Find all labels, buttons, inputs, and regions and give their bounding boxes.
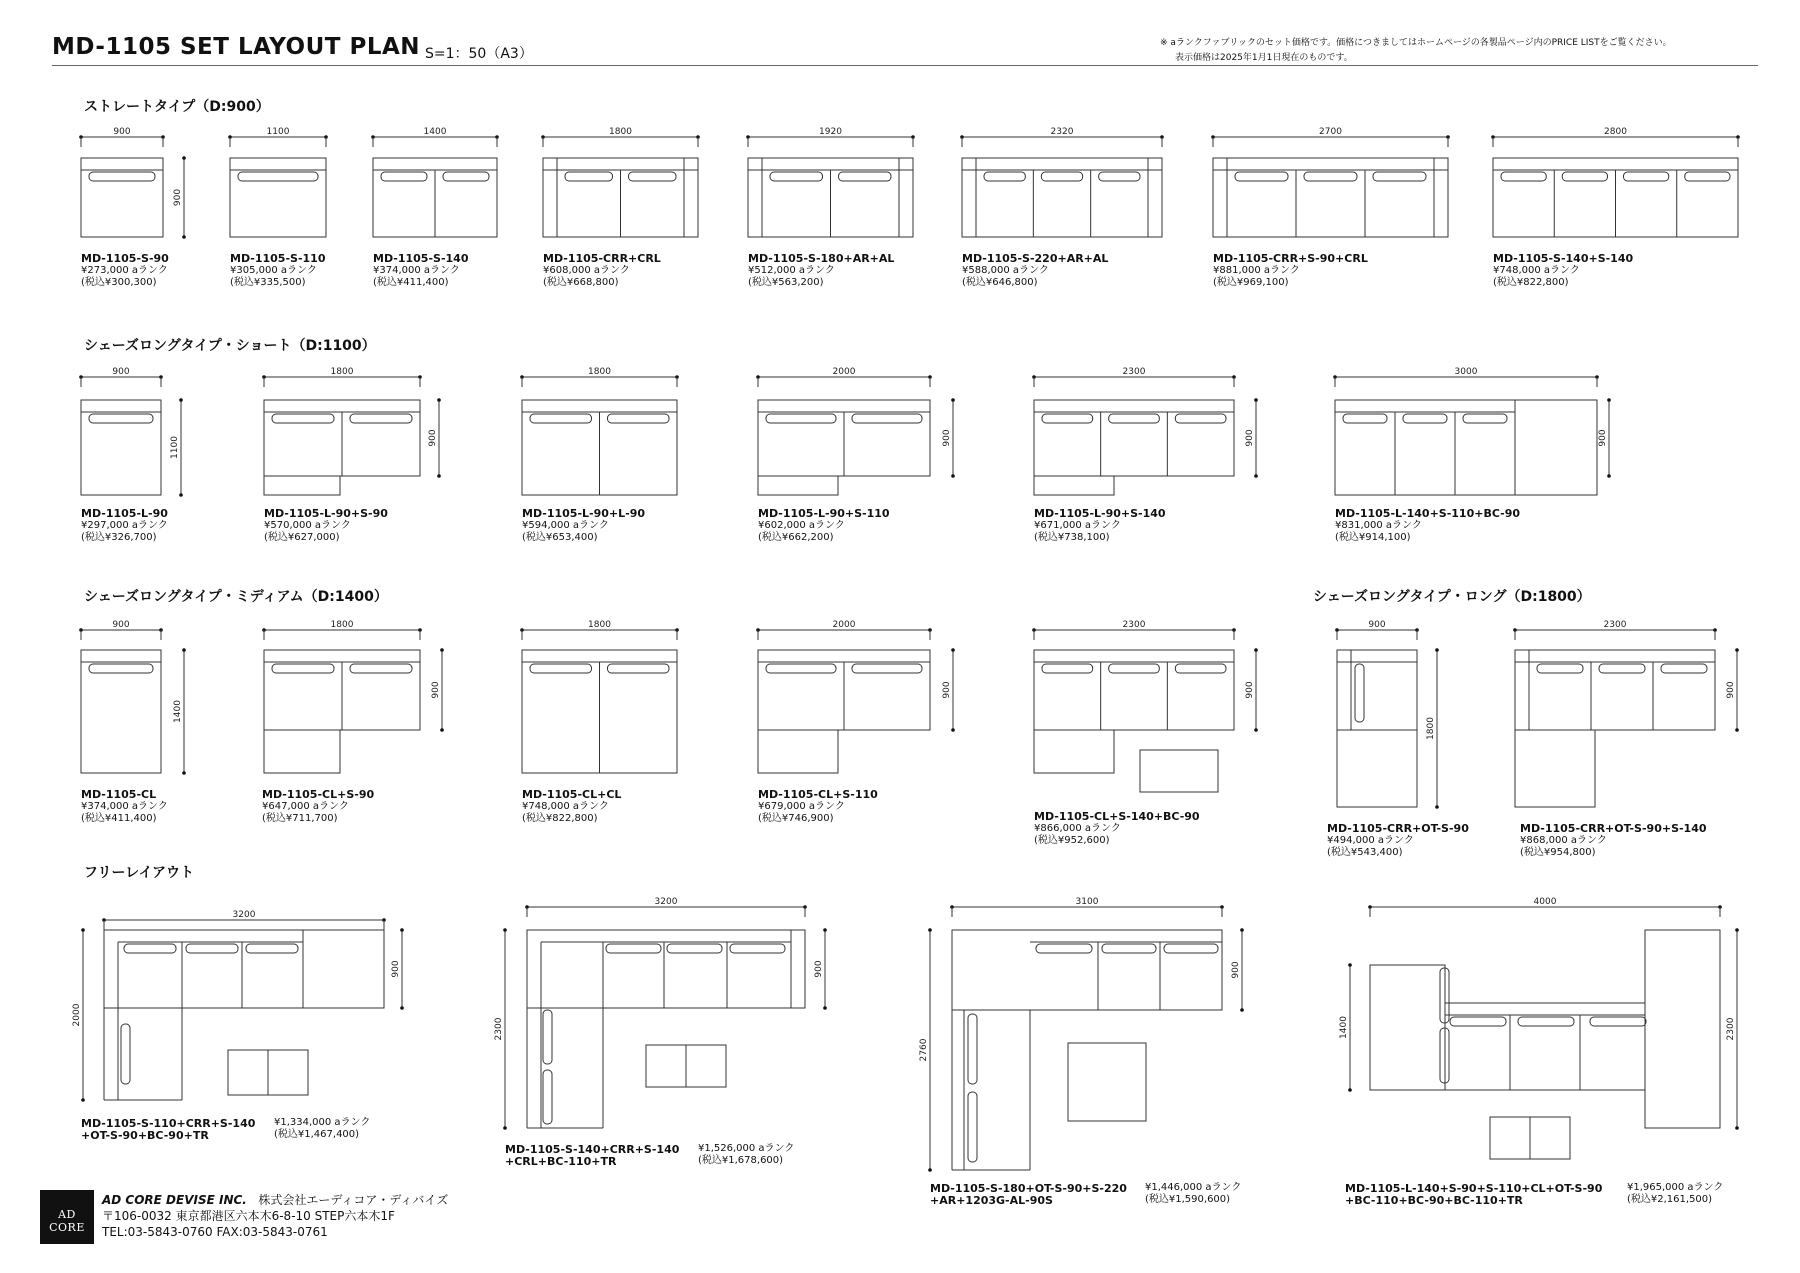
product-name: MD-1105-L-140+S-110+BC-90 — [1335, 507, 1521, 520]
depth-dimension-label: 900 — [391, 960, 401, 978]
side-cushion — [968, 1092, 977, 1162]
price-note: ※ aランクファブリックのセット価格です。価格につきましてはホームページの各製品ページ内のPRICE LISTをご覧ください。 — [1160, 38, 1672, 48]
back-cushion — [1042, 664, 1093, 673]
product-name: MD-1105-S-140 — [373, 252, 469, 265]
width-dimension-label: 1800 — [588, 620, 611, 630]
product-label — [543, 252, 661, 289]
section-chaise-long: シェーズロングタイプ・ロング（D:1800） — [1313, 589, 1591, 605]
product-name: MD-1105-S-140+S-140 — [1493, 252, 1634, 265]
back-cushion — [984, 172, 1025, 181]
product-price: ¥374,000 aランク — [373, 265, 460, 276]
company-block — [102, 1192, 448, 1240]
depth-dimension-label: 1400 — [1339, 1016, 1349, 1039]
depth-dimension-label: 900 — [942, 681, 952, 699]
back-cushion — [272, 664, 334, 673]
product-name: MD-1105-CL+S-90 — [262, 788, 375, 801]
product-price-tax: (税込¥411,400) — [373, 277, 449, 288]
back-cushion — [1450, 1017, 1506, 1026]
product-price: ¥671,000 aランク — [1034, 520, 1121, 531]
back-cushion — [89, 664, 153, 673]
product-price-tax: (税込¥969,100) — [1213, 277, 1289, 288]
width-dimension-label: 1400 — [423, 127, 447, 137]
back-cushion — [530, 414, 592, 423]
product-price-tax: (税込¥711,700) — [262, 813, 338, 824]
back-cushion — [1304, 172, 1357, 181]
depth-dimension-label: 900 — [431, 681, 441, 699]
product-name-line-1: MD-1105-S-110+CRR+S-140 — [81, 1117, 256, 1130]
product-price-tax: (税込¥563,200) — [748, 277, 824, 288]
back-cushion — [246, 944, 298, 953]
dimension-tick — [1348, 963, 1352, 967]
width-dimension-label: 900 — [112, 620, 130, 630]
depth-dimension-label: 2760 — [919, 1038, 929, 1062]
width-dimension-label: 1800 — [330, 620, 354, 630]
product-price: ¥305,000 aランク — [230, 265, 317, 276]
product-price-tax: (税込¥662,200) — [758, 532, 834, 543]
product-price-tax: (税込¥300,300) — [81, 277, 157, 288]
product-price: ¥570,000 aランク — [264, 520, 351, 531]
chaise-extension — [264, 476, 340, 495]
product-name: MD-1105-CL+S-110 — [758, 788, 878, 801]
product-name: MD-1105-CRR+S-90+CRL — [1213, 252, 1368, 265]
product-price-tax: (税込¥2,161,500) — [1627, 1194, 1713, 1205]
section-straight: ストレートタイプ（D:900） — [84, 99, 270, 115]
product-price-tax: (税込¥738,100) — [1034, 532, 1110, 543]
product-name: MD-1105-CRR+CRL — [543, 252, 661, 265]
width-dimension-label: 3200 — [654, 897, 678, 907]
back-cushion — [530, 664, 592, 673]
width-dimension-label: 2300 — [1603, 620, 1627, 630]
back-cushion — [730, 944, 785, 953]
product-price: ¥588,000 aランク — [962, 265, 1049, 276]
depth-dimension-label: 900 — [942, 429, 952, 447]
depth-dimension-label: 2000 — [72, 1003, 82, 1027]
sofa-outline — [1445, 1003, 1645, 1090]
product-price: ¥512,000 aランク — [748, 265, 835, 276]
section-chaise-medium: シェーズロングタイプ・ミディアム（D:1400） — [84, 589, 388, 605]
back-cushion — [608, 414, 670, 423]
product-price-tax: (税込¥646,800) — [962, 277, 1038, 288]
product-price-tax: (税込¥335,500) — [230, 277, 306, 288]
back-cushion — [1562, 172, 1607, 181]
product-label — [522, 788, 621, 825]
back-cushion — [1463, 414, 1507, 423]
product-name: MD-1105-CL+CL — [522, 788, 622, 801]
dimension-tick — [1254, 398, 1258, 402]
back-cushion — [1036, 944, 1092, 953]
back-cushion — [1109, 414, 1160, 423]
table — [1530, 1117, 1570, 1159]
product-label — [758, 507, 890, 544]
dimension-tick — [503, 1126, 507, 1130]
dimension-tick — [400, 1006, 404, 1010]
back-cushion — [1685, 172, 1730, 181]
width-dimension-label: 2000 — [832, 367, 856, 377]
back-cushion — [839, 172, 892, 181]
product-price-tax: (税込¥1,590,600) — [1145, 1194, 1231, 1205]
sofa-outline — [1034, 400, 1234, 476]
depth-dimension-label: 1800 — [1426, 717, 1436, 740]
product-name: MD-1105-CRR+OT-S-90 — [1327, 822, 1469, 835]
back-cushion — [1599, 664, 1645, 673]
back-cushion — [1175, 414, 1226, 423]
product-name-line-1: MD-1105-L-140+S-90+S-110+CL+OT-S-90 — [1345, 1182, 1603, 1195]
dimension-tick — [1735, 1126, 1739, 1130]
product-label — [230, 252, 325, 289]
back-cushion — [1042, 414, 1093, 423]
product-name-line-2: +BC-110+BC-90+BC-110+TR — [1345, 1194, 1523, 1207]
dimension-tick — [1240, 928, 1244, 932]
product-price: ¥602,000 aランク — [758, 520, 845, 531]
company-address: 〒106-0032 東京都港区六本木6-8-10 STEP六本木1F — [102, 1209, 395, 1223]
back-cushion — [124, 944, 176, 953]
dimension-tick — [182, 156, 186, 160]
back-cushion — [629, 172, 677, 181]
back-cushion — [381, 172, 427, 181]
depth-dimension-label: 2300 — [1726, 1017, 1736, 1041]
product-name: MD-1105-CRR+OT-S-90+S-140 — [1520, 822, 1707, 835]
company-name-jp: 株式会社エーディコア・ディバイズ — [258, 1193, 449, 1207]
product-price-tax: (税込¥627,000) — [264, 532, 340, 543]
dimension-tick — [437, 474, 441, 478]
product-name: MD-1105-L-90+S-110 — [758, 507, 890, 520]
product-name-line-2: +AR+1203G-AL-90S — [930, 1194, 1053, 1207]
product-name: MD-1105-S-220+AR+AL — [962, 252, 1109, 265]
dimension-tick — [1254, 648, 1258, 652]
back-cushion — [852, 414, 922, 423]
width-dimension-label: 2700 — [1319, 127, 1342, 137]
table — [1068, 1043, 1146, 1121]
product-price-tax: (税込¥822,800) — [1493, 277, 1569, 288]
product-price: ¥1,526,000 aランク — [698, 1143, 795, 1154]
product-name: MD-1105-L-90+S-140 — [1034, 507, 1166, 520]
chaise-extension — [1034, 730, 1114, 773]
back-cushion — [1235, 172, 1288, 181]
product-name: MD-1105-CL+S-140+BC-90 — [1034, 810, 1200, 823]
back-cushion — [1518, 1017, 1574, 1026]
product-price: ¥1,446,000 aランク — [1145, 1182, 1242, 1193]
chaise-extension — [758, 730, 838, 773]
product-price: ¥748,000 aランク — [522, 801, 609, 812]
dimension-tick — [179, 493, 183, 497]
dimension-tick — [437, 398, 441, 402]
dimension-tick — [440, 648, 444, 652]
product-label — [748, 252, 894, 289]
product-label — [758, 788, 878, 825]
product-price-tax: (税込¥1,467,400) — [274, 1129, 360, 1140]
dimension-tick — [928, 928, 932, 932]
back-cushion — [766, 664, 836, 673]
product-price: ¥494,000 aランク — [1327, 835, 1414, 846]
product-label — [1335, 507, 1520, 544]
product-price: ¥866,000 aランク — [1034, 823, 1121, 834]
product-name-line-1: MD-1105-S-140+CRR+S-140 — [505, 1143, 680, 1156]
product-price-tax: (税込¥822,800) — [522, 813, 598, 824]
product-label — [1493, 252, 1633, 289]
dimension-tick — [1607, 474, 1611, 478]
back-cushion — [89, 172, 155, 181]
side-cushion — [968, 1014, 977, 1084]
product-label — [264, 507, 388, 544]
product-name: MD-1105-L-90 — [81, 507, 168, 520]
page-title: MD-1105 SET LAYOUT PLAN — [52, 34, 421, 60]
depth-dimension-label: 900 — [1726, 681, 1736, 699]
dimension-tick — [1435, 648, 1439, 652]
back-cushion — [89, 414, 153, 423]
depth-dimension-label: 1400 — [173, 700, 183, 723]
depth-dimension-label: 900 — [814, 960, 824, 978]
date-note: 表示価格は2025年1月1日現在のものです。 — [1175, 53, 1353, 63]
back-cushion — [1041, 172, 1082, 181]
depth-dimension-label: 900 — [1245, 681, 1255, 699]
product-label — [522, 507, 645, 544]
width-dimension-label: 1800 — [609, 127, 632, 137]
product-price-tax: (税込¥411,400) — [81, 813, 157, 824]
product-price-tax: (税込¥952,600) — [1034, 835, 1110, 846]
dimension-tick — [1348, 1088, 1352, 1092]
back-cushion — [1099, 172, 1140, 181]
dimension-tick — [1254, 728, 1258, 732]
product-price: ¥868,000 aランク — [1520, 835, 1607, 846]
product-label — [81, 507, 168, 544]
corner-unit — [1515, 400, 1597, 495]
product-name: MD-1105-CL — [81, 788, 157, 801]
depth-dimension-label: 1100 — [170, 436, 180, 459]
dimension-tick — [951, 648, 955, 652]
dimension-tick — [1735, 648, 1739, 652]
width-dimension-label: 3100 — [1075, 897, 1099, 907]
dimension-tick — [1240, 1008, 1244, 1012]
width-dimension-label: 2300 — [1122, 367, 1146, 377]
company-logo: AD CORE — [40, 1190, 94, 1244]
section-free-layout: フリーレイアウト — [84, 865, 195, 881]
back-cushion — [350, 664, 412, 673]
dimension-tick — [951, 474, 955, 478]
product-name: MD-1105-L-90+L-90 — [522, 507, 646, 520]
product-price-tax: (税込¥543,400) — [1327, 847, 1403, 858]
width-dimension-label: 3200 — [232, 910, 256, 920]
dimension-tick — [182, 648, 186, 652]
width-dimension-label: 4000 — [1533, 897, 1557, 907]
depth-dimension-label: 900 — [1245, 429, 1255, 447]
back-cushion — [852, 664, 922, 673]
width-dimension-label: 900 — [112, 367, 130, 377]
product-price-tax: (税込¥653,400) — [522, 532, 598, 543]
product-name: MD-1105-L-90+S-90 — [264, 507, 388, 520]
dimension-tick — [1735, 728, 1739, 732]
back-cushion — [766, 414, 836, 423]
back-cushion — [606, 944, 661, 953]
dimension-tick — [1607, 398, 1611, 402]
depth-dimension-label: 900 — [173, 188, 183, 207]
back-cushion — [1661, 664, 1707, 673]
product-price: ¥1,965,000 aランク — [1627, 1182, 1724, 1193]
dimension-tick — [951, 728, 955, 732]
back-cushion — [1590, 1017, 1646, 1026]
dimension-tick — [503, 928, 507, 932]
product-label — [1213, 252, 1368, 289]
product-name-line-2: +CRL+BC-110+TR — [505, 1155, 617, 1168]
side-unit — [1370, 965, 1445, 1090]
width-dimension-label: 3000 — [1454, 367, 1478, 377]
product-label — [1327, 822, 1469, 859]
scale-label: S=1：50（A3） — [425, 46, 533, 62]
product-price-tax: (税込¥914,100) — [1335, 532, 1411, 543]
chaise-extension — [758, 476, 838, 495]
dimension-tick — [1254, 474, 1258, 478]
width-dimension-label: 2320 — [1050, 127, 1074, 137]
back-cushion — [350, 414, 412, 423]
product-name-line-1: MD-1105-S-180+OT-S-90+S-220 — [930, 1182, 1127, 1195]
section-chaise-short: シェーズロングタイプ・ショート（D:1100） — [84, 338, 376, 354]
product-label — [81, 252, 169, 289]
back-cushion — [1175, 664, 1226, 673]
product-price: ¥297,000 aランク — [81, 520, 168, 531]
side-cushion — [543, 1010, 552, 1064]
back-cushion — [1501, 172, 1546, 181]
ottoman — [228, 1050, 268, 1095]
end-unit — [1645, 930, 1720, 1128]
product-price: ¥748,000 aランク — [1493, 265, 1580, 276]
depth-dimension-label: 900 — [1598, 429, 1608, 447]
company-name-en: AD CORE DEVISE INC. — [102, 1193, 247, 1207]
sofa-outline — [81, 650, 161, 773]
chaise-extension — [1515, 730, 1595, 807]
width-dimension-label: 900 — [1368, 620, 1386, 630]
back-cushion — [770, 172, 823, 181]
dimension-tick — [823, 928, 827, 932]
depth-dimension-label: 900 — [1231, 961, 1241, 979]
dimension-tick — [182, 235, 186, 239]
back-cushion — [1624, 172, 1669, 181]
product-price: ¥1,334,000 aランク — [274, 1117, 371, 1128]
chaise-extension — [264, 730, 340, 773]
back-cushion — [186, 944, 238, 953]
back-cushion — [1102, 944, 1156, 953]
product-price-tax: (税込¥1,678,600) — [698, 1155, 784, 1166]
product-price: ¥647,000 aランク — [262, 801, 349, 812]
product-label — [962, 252, 1108, 289]
back-cushion — [1109, 664, 1160, 673]
product-price: ¥679,000 aランク — [758, 801, 845, 812]
back-cushion — [1164, 944, 1218, 953]
dimension-tick — [400, 928, 404, 932]
width-dimension-label: 1800 — [588, 367, 611, 377]
width-dimension-label: 1100 — [266, 127, 290, 137]
product-name: MD-1105-S-110 — [230, 252, 326, 265]
width-dimension-label: 2000 — [832, 620, 856, 630]
side-cushion — [543, 1070, 552, 1124]
product-price: ¥594,000 aランク — [522, 520, 609, 531]
back-cushion — [238, 172, 318, 181]
dimension-tick — [81, 928, 85, 932]
product-name-line-2: +OT-S-90+BC-90+TR — [81, 1129, 209, 1142]
dimension-tick — [440, 728, 444, 732]
dimension-tick — [823, 1006, 827, 1010]
back-cushion — [667, 944, 722, 953]
product-label — [81, 788, 168, 825]
product-price: ¥273,000 aランク — [81, 265, 168, 276]
product-price: ¥881,000 aランク — [1213, 265, 1300, 276]
side-cushion — [121, 1024, 130, 1084]
dimension-tick — [1435, 805, 1439, 809]
dimension-tick — [1735, 928, 1739, 932]
dimension-tick — [182, 771, 186, 775]
product-label — [1034, 810, 1200, 847]
width-dimension-label: 2300 — [1122, 620, 1146, 630]
back-cushion-unit — [1140, 750, 1218, 792]
dimension-tick — [928, 1168, 932, 1172]
depth-dimension-label: 900 — [428, 429, 438, 447]
product-label — [373, 252, 468, 289]
product-label — [1520, 822, 1707, 859]
back-cushion — [443, 172, 489, 181]
product-price: ¥374,000 aランク — [81, 801, 168, 812]
dimension-tick — [81, 1098, 85, 1102]
width-dimension-label: 1920 — [819, 127, 842, 137]
product-price: ¥608,000 aランク — [543, 265, 630, 276]
dimension-tick — [951, 398, 955, 402]
table — [686, 1045, 726, 1087]
sofa-outline — [1337, 650, 1417, 807]
ottoman — [1490, 1117, 1530, 1159]
product-price: ¥831,000 aランク — [1335, 520, 1422, 531]
width-dimension-label: 900 — [113, 127, 131, 137]
side-cushion — [1355, 664, 1364, 722]
back-cushion — [1537, 664, 1583, 673]
product-name: MD-1105-S-90 — [81, 252, 169, 265]
back-cushion — [272, 414, 334, 423]
depth-dimension-label: 2300 — [494, 1017, 504, 1041]
ottoman — [646, 1045, 686, 1087]
chaise-extension — [1034, 476, 1114, 495]
product-label — [262, 788, 374, 825]
product-label — [1034, 507, 1166, 544]
width-dimension-label: 2800 — [1604, 127, 1627, 137]
product-price-tax: (税込¥668,800) — [543, 277, 619, 288]
width-dimension-label: 1800 — [330, 367, 354, 377]
company-tel: TEL:03-5843-0760 FAX:03-5843-0761 — [102, 1225, 328, 1239]
back-cushion — [608, 664, 670, 673]
product-price-tax: (税込¥954,800) — [1520, 847, 1596, 858]
back-cushion — [1373, 172, 1426, 181]
back-cushion — [1343, 414, 1387, 423]
back-cushion — [565, 172, 613, 181]
product-name: MD-1105-S-180+AR+AL — [748, 252, 895, 265]
back-cushion — [1403, 414, 1447, 423]
dimension-tick — [179, 398, 183, 402]
table — [268, 1050, 308, 1095]
product-price-tax: (税込¥326,700) — [81, 532, 157, 543]
product-price-tax: (税込¥746,900) — [758, 813, 834, 824]
